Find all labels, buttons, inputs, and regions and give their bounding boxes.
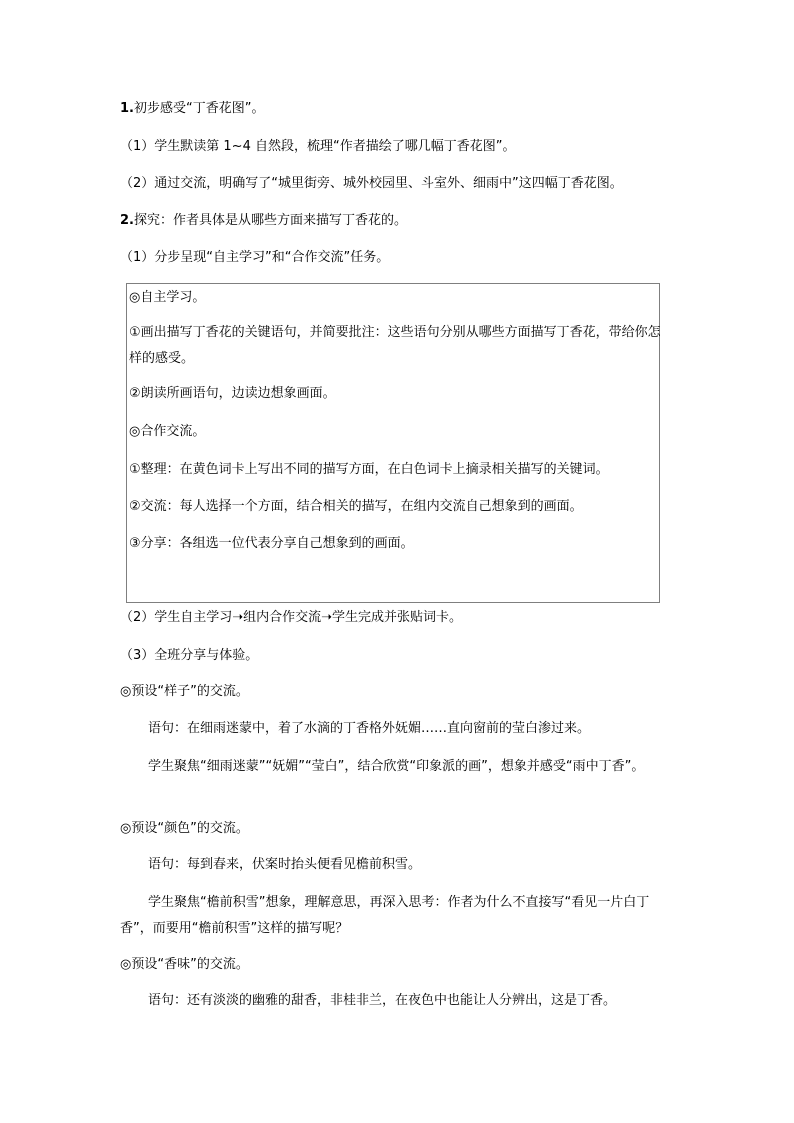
self-study-item-1: ①画出描写丁香花的关键语句，并简要批注：这些语句分别从哪些方面描写丁香花，带给你怎样的感受。 bbox=[129, 325, 661, 366]
self-study-item-2: ②朗读所画语句，边读边想象画面。 bbox=[129, 386, 336, 401]
self-study-title: ◎自主学习。 bbox=[129, 290, 206, 305]
section2-item3: （3）全班分享与体验。 bbox=[120, 648, 259, 663]
section1-number: 1. bbox=[120, 101, 134, 116]
coop-title: ◎合作交流。 bbox=[129, 424, 206, 439]
section2-heading bbox=[120, 211, 680, 231]
section1-item2: （2）通过交流，明确写了“城里街旁、城外校园里、斗室外、细雨中”这四幅丁香花图。 bbox=[120, 176, 623, 191]
preset-color-sentence: 语句：每到春来，伏案时抬头便看见檐前积雪。 bbox=[148, 857, 422, 872]
section1-heading bbox=[120, 99, 680, 119]
preset-scent-sentence: 语句：还有淡淡的幽雅的甜香，非桂非兰，在夜色中也能让人分辨出，这是丁香。 bbox=[148, 993, 617, 1008]
section1-heading-text: 初步感受“丁香花图”。 bbox=[133, 101, 265, 116]
coop-item-3: ③分享：各组选一位代表分享自己想象到的画面。 bbox=[129, 536, 414, 551]
section2-number: 2. bbox=[120, 213, 134, 228]
preset-shape-sentence: 语句：在细雨迷蒙中，着了水滴的丁香格外妩媚……直向窗前的莹白渗过来。 bbox=[148, 721, 591, 736]
section2-heading-text: 探究：作者具体是从哪些方面来描写丁香花的。 bbox=[133, 213, 407, 228]
preset-color-focus: 学生聚焦“檐前积雪”想象，理解意思，再深入思考：作者为什么不直接写“看见一片白丁香”，而要用“檐前积雪”这样的描写呢？ bbox=[120, 895, 650, 936]
task-box bbox=[126, 283, 660, 603]
section2-item1: （1）分步呈现“自主学习”和“合作交流”任务。 bbox=[120, 250, 390, 265]
preset-shape-title: ◎预设“样子”的交流。 bbox=[120, 684, 249, 699]
preset-color-title: ◎预设“颜色”的交流。 bbox=[120, 821, 249, 836]
coop-item-2: ②交流：每人选择一个方面，结合相关的描写，在组内交流自己想象到的画面。 bbox=[129, 499, 583, 514]
preset-shape-focus: 学生聚焦“细雨迷蒙”“妩媚”“莹白”，结合欣赏“印象派的画”，想象并感受“雨中丁香”。 bbox=[148, 759, 645, 774]
preset-scent-title: ◎预设“香味”的交流。 bbox=[120, 957, 249, 972]
section2-item2: （2）学生自主学习➝组内合作交流➝学生完成并张贴词卡。 bbox=[120, 610, 463, 625]
coop-item-1: ①整理：在黄色词卡上写出不同的描写方面，在白色词卡上摘录相关描写的关键词。 bbox=[129, 462, 609, 477]
section1-item1: （1）学生默读第 1~4 自然段，梳理“作者描绘了哪几幅丁香花图”。 bbox=[120, 139, 516, 154]
